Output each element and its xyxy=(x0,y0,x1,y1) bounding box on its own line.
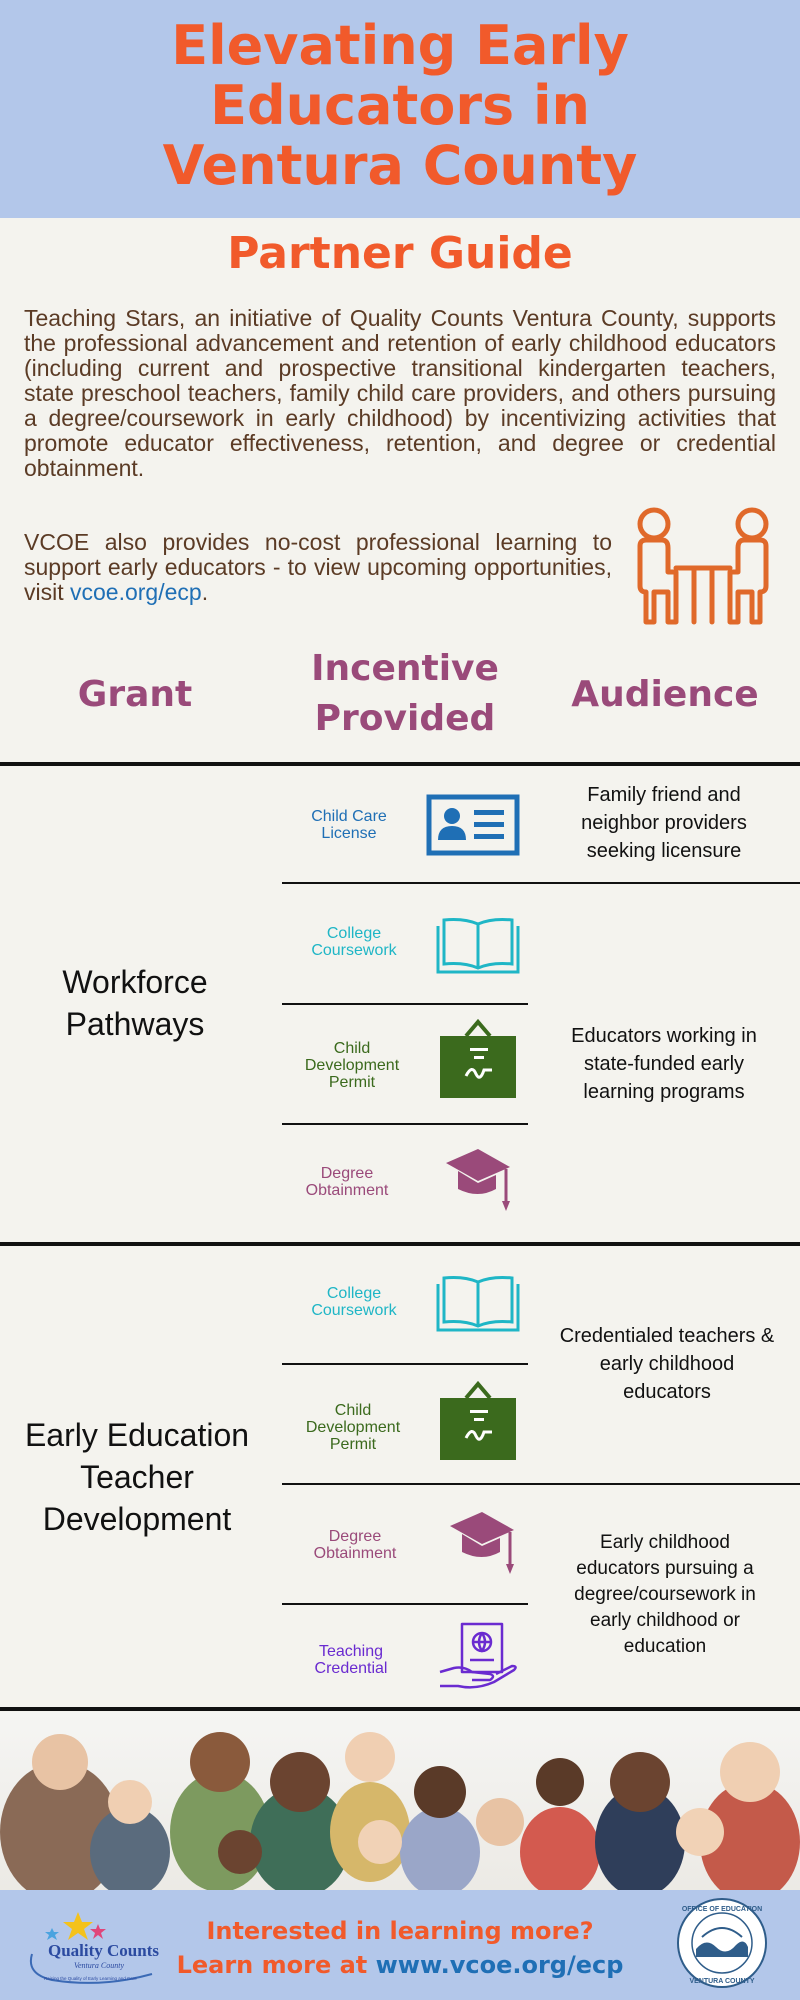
incentive-teaching-credential xyxy=(286,1643,416,1677)
divider xyxy=(282,1363,528,1365)
book-icon xyxy=(434,914,522,976)
vcoe-seal-logo[interactable] xyxy=(676,1897,768,1994)
grant-name-line: Teacher xyxy=(80,1459,194,1495)
children-educators-photo xyxy=(0,1712,800,1890)
incentive-label: Child Care xyxy=(311,808,387,825)
graduation-cap-icon xyxy=(448,1508,520,1578)
incentive-label: College xyxy=(326,925,382,942)
incentive-label: Obtainment xyxy=(313,1545,397,1562)
incentive-label: Obtainment xyxy=(305,1182,389,1199)
qc-tagline-text: Raising the Quality of Early Learning and Care xyxy=(44,1976,137,1981)
grant-name-line: Early Education xyxy=(24,1417,250,1453)
incentive-label: Coursework xyxy=(311,942,397,959)
audience-line: Early childhood xyxy=(600,1532,730,1553)
quality-counts-logo[interactable] xyxy=(22,1902,182,1988)
intro-paragraph: Teaching Stars, an initiative of Quality Counts Ventura County, supports the professional advancement and retention of early childhood educators (including current and prospective transitional kindergarten teachers, state preschool teachers, family child care providers, and others pursuing a degree/coursework in early childhood) by incentivizing activities that promote educator effectiveness, retention, and degree or credential obtainment. xyxy=(24,305,776,481)
audience-credentialed-teachers xyxy=(538,1322,796,1406)
footer-url-link[interactable]: www.vcoe.org/ecp xyxy=(375,1951,624,1979)
grant-name-line: Development xyxy=(42,1501,232,1537)
audience-line: educators pursuing a xyxy=(576,1558,754,1579)
column-header-grant: Grant xyxy=(77,674,193,715)
incentive-label: Child xyxy=(333,1040,371,1057)
group-photo xyxy=(0,1712,800,1890)
incentive-label: Credential xyxy=(314,1660,388,1677)
meeting-table-icon xyxy=(632,500,774,632)
incentive-degree-obtainment xyxy=(290,1528,420,1562)
footer-line-2-prefix: Learn more at xyxy=(176,1951,376,1979)
divider xyxy=(282,1603,528,1605)
audience-line: early childhood or xyxy=(590,1610,740,1631)
grant-name-line: Workforce xyxy=(62,964,208,1000)
audience-line: seeking licensure xyxy=(586,840,742,862)
seal-bottom-text: VENTURA COUNTY xyxy=(689,1978,755,1985)
incentive-college-coursework xyxy=(289,925,419,959)
divider xyxy=(528,882,800,884)
grant-name-line: Pathways xyxy=(65,1006,205,1042)
divider xyxy=(528,1483,800,1485)
incentive-label: Child xyxy=(334,1402,372,1419)
incentive-label: College xyxy=(326,1285,382,1302)
audience-state-funded xyxy=(539,1022,789,1106)
divider-top xyxy=(0,762,800,766)
permit-icon xyxy=(436,1380,520,1464)
audience-line: educators xyxy=(623,1381,711,1403)
divider-bottom xyxy=(0,1707,800,1711)
divider xyxy=(282,1003,528,1005)
audience-pursuing-degree xyxy=(540,1530,790,1660)
audience-line: learning programs xyxy=(583,1081,745,1103)
footer-cta xyxy=(170,1914,630,1982)
divider xyxy=(282,882,528,884)
column-header-audience: Audience xyxy=(571,674,759,715)
divider-section xyxy=(0,1242,800,1246)
book-icon xyxy=(434,1272,522,1334)
audience-line: state-funded early xyxy=(583,1053,745,1075)
incentive-child-development-permit xyxy=(287,1040,417,1091)
incentive-label: Degree xyxy=(320,1165,374,1182)
subtitle: Partner Guide xyxy=(227,228,573,279)
qc-sub-text: Ventura County xyxy=(74,1961,124,1970)
audience-line: education xyxy=(623,1636,707,1657)
audience-family-friend xyxy=(539,781,789,865)
incentive-label: Development xyxy=(305,1419,401,1436)
audience-line: Credentialed teachers & xyxy=(559,1325,775,1347)
quality-counts-logo-graphic xyxy=(22,1902,182,1988)
title-line-3: Ventura County xyxy=(162,134,638,197)
intro-paragraph-2 xyxy=(24,530,612,605)
footer-line-1: Interested in learning more? xyxy=(206,1917,594,1945)
seal-top-text: OFFICE OF EDUCATION xyxy=(681,1906,763,1913)
grant-workforce-pathways xyxy=(10,961,260,1045)
audience-line: Family friend and xyxy=(587,784,741,806)
incentive-label: Development xyxy=(304,1057,400,1074)
title-line-2: Educators in xyxy=(210,74,590,137)
permit-icon xyxy=(436,1018,520,1102)
graduation-cap-icon xyxy=(444,1145,516,1215)
divider xyxy=(282,1483,528,1485)
incentive-child-development-permit xyxy=(288,1402,418,1453)
incentive-degree-obtainment xyxy=(282,1165,412,1199)
audience-line: Educators working in xyxy=(571,1025,757,1047)
incentive-header-line2: Provided xyxy=(314,698,496,739)
incentive-child-care-license xyxy=(284,808,414,842)
incentive-header-line1: Incentive xyxy=(311,648,499,689)
title-line-1: Elevating Early xyxy=(171,14,629,77)
intro2-text: VCOE also provides no-cost professional learning to support early educators - to view upcoming opportunities, visit xyxy=(24,529,612,605)
incentive-label: Coursework xyxy=(311,1302,397,1319)
intro2-end: . xyxy=(201,579,209,605)
audience-line: degree/coursework in xyxy=(574,1584,756,1605)
audience-line: neighbor providers xyxy=(581,812,747,834)
license-icon xyxy=(426,794,520,856)
column-header-incentive xyxy=(282,644,528,744)
incentive-college-coursework xyxy=(289,1285,419,1319)
grant-early-education-teacher-development xyxy=(2,1414,272,1540)
vcoe-seal-graphic xyxy=(676,1897,768,1989)
page-title xyxy=(0,16,800,196)
vcoe-ecp-link[interactable]: vcoe.org/ecp xyxy=(70,579,202,605)
audience-line: early childhood xyxy=(599,1353,735,1375)
incentive-label: Teaching xyxy=(318,1643,384,1660)
header-banner xyxy=(0,0,800,218)
credential-icon xyxy=(436,1620,520,1696)
qc-name-text: Quality Counts xyxy=(48,1941,159,1960)
incentive-label: Degree xyxy=(328,1528,382,1545)
incentive-label: License xyxy=(321,825,377,842)
incentive-label: Permit xyxy=(329,1436,377,1453)
incentive-label: Permit xyxy=(328,1074,376,1091)
divider xyxy=(282,1123,528,1125)
